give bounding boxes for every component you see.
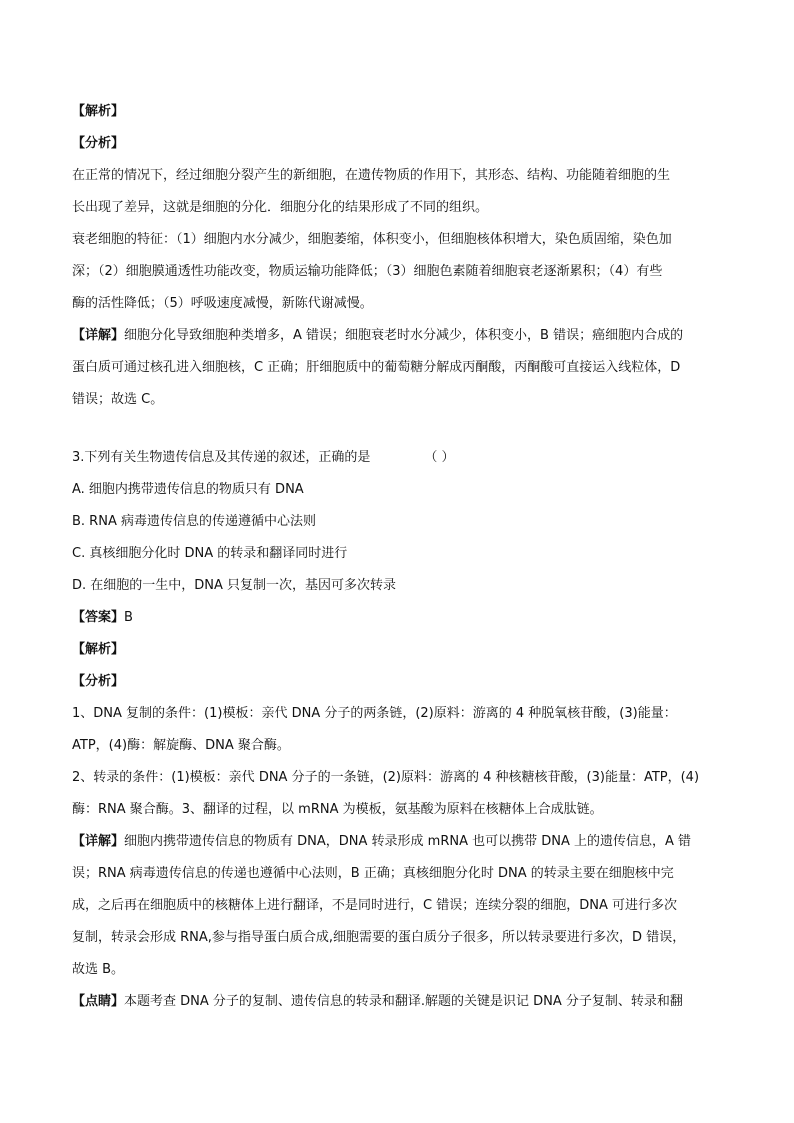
- detail-line: 蛋白质可通过核孔进入细胞核，C 正确；肝细胞质中的葡萄糖分解成丙酮酸，丙酮酸可直接运入线粒体，D: [72, 360, 681, 375]
- detail-tag: 【详解】: [72, 834, 125, 849]
- detail-line: 复制，转录会形成 RNA,参与指导蛋白质合成,细胞需要的蛋白质分子很多，所以转录要进行多次，D 错误，: [72, 930, 686, 945]
- option-d: D. 在细胞的一生中，DNA 只复制一次，基因可多次转录: [72, 578, 397, 593]
- dianjing-text: 本题考查 DNA 分子的复制、遗传信息的转录和翻译.解题的关键是识记 DNA 分子复制、转录和翻: [124, 994, 683, 1009]
- answer-parentheses: （ ）: [424, 450, 455, 465]
- analysis-line: 2、转录的条件：(1)模板：亲代 DNA 分子的一条链，(2)原料：游离的 4 种核糖核苷酸，(3)能量：ATP，(4): [72, 770, 700, 785]
- analysis-line: ATP，(4)酶：解旋酶、DNA 聚合酶。: [72, 738, 290, 753]
- question-text: 3.下列有关生物遗传信息及其传递的叙述，正确的是: [72, 450, 371, 465]
- detail-line: [72, 320, 724, 352]
- analysis-line: 酶：RNA 聚合酶。3、翻译的过程，以 mRNA 为模板，氨基酸为原料在核糖体上合成肽链。: [72, 802, 603, 817]
- answer-line: [72, 602, 724, 634]
- spacer: [72, 416, 724, 442]
- paragraph-line: 衰老细胞的特征：（1）细胞内水分减少，细胞萎缩，体积变小，但细胞核体积增大，染色质固缩，染色加: [72, 232, 672, 247]
- detail-tag: 【详解】: [72, 328, 125, 343]
- analysis-heading: 【解析】: [72, 642, 125, 657]
- question-stem: [72, 442, 724, 474]
- dianjing-line: [72, 986, 724, 1018]
- analysis-line: 1、DNA 复制的条件：(1)模板：亲代 DNA 分子的两条链，(2)原料：游离的 4 种脱氧核苷酸，(3)能量：: [72, 706, 677, 721]
- paragraph-line: 酶的活性降低；（5）呼吸速度减慢，新陈代谢减慢。: [72, 296, 373, 311]
- paragraph-line: 长出现了差异，这就是细胞的分化．细胞分化的结果形成了不同的组织。: [72, 200, 489, 215]
- detail-line: 故选 B。: [72, 962, 125, 977]
- fenxi-heading: 【分析】: [72, 136, 125, 151]
- detail-line: 成，之后再在细胞质中的核糖体上进行翻译，不是同时进行，C 错误；连续分裂的细胞，DNA 可进行多次: [72, 898, 677, 913]
- fenxi-heading: 【分析】: [72, 674, 125, 689]
- detail-line: 误；RNA 病毒遗传信息的传递也遵循中心法则，B 正确；真核细胞分化时 DNA 的转录主要在细胞核中完: [72, 866, 674, 881]
- answer-tag: 【答案】: [72, 610, 125, 625]
- document-page: [72, 96, 724, 1018]
- detail-line: [72, 826, 724, 858]
- option-a: A. 细胞内携带遗传信息的物质只有 DNA: [72, 482, 304, 497]
- paragraph-line: 深；（2）细胞膜通透性功能改变，物质运输功能降低；（3）细胞色素随着细胞衰老逐渐累积；（4）有些: [72, 264, 663, 279]
- option-b: B. RNA 病毒遗传信息的传递遵循中心法则: [72, 514, 316, 529]
- paragraph-line: 在正常的情况下，经过细胞分裂产生的新细胞，在遗传物质的作用下，其形态、结构、功能随着细胞的生: [72, 168, 671, 183]
- detail-line: 错误；故选 C。: [72, 392, 164, 407]
- answer-value: B: [124, 610, 133, 625]
- analysis-heading: 【解析】: [72, 104, 125, 119]
- detail-text: 细胞分化导致细胞种类增多，A 错误；细胞衰老时水分减少，体积变小，B 错误；癌细胞内合成的: [124, 328, 684, 343]
- option-c: C. 真核细胞分化时 DNA 的转录和翻译同时进行: [72, 546, 348, 561]
- detail-text: 细胞内携带遗传信息的物质有 DNA，DNA 转录形成 mRNA 也可以携带 DNA 上的遗传信息，A 错: [124, 834, 692, 849]
- dianjing-tag: 【点睛】: [72, 994, 125, 1009]
